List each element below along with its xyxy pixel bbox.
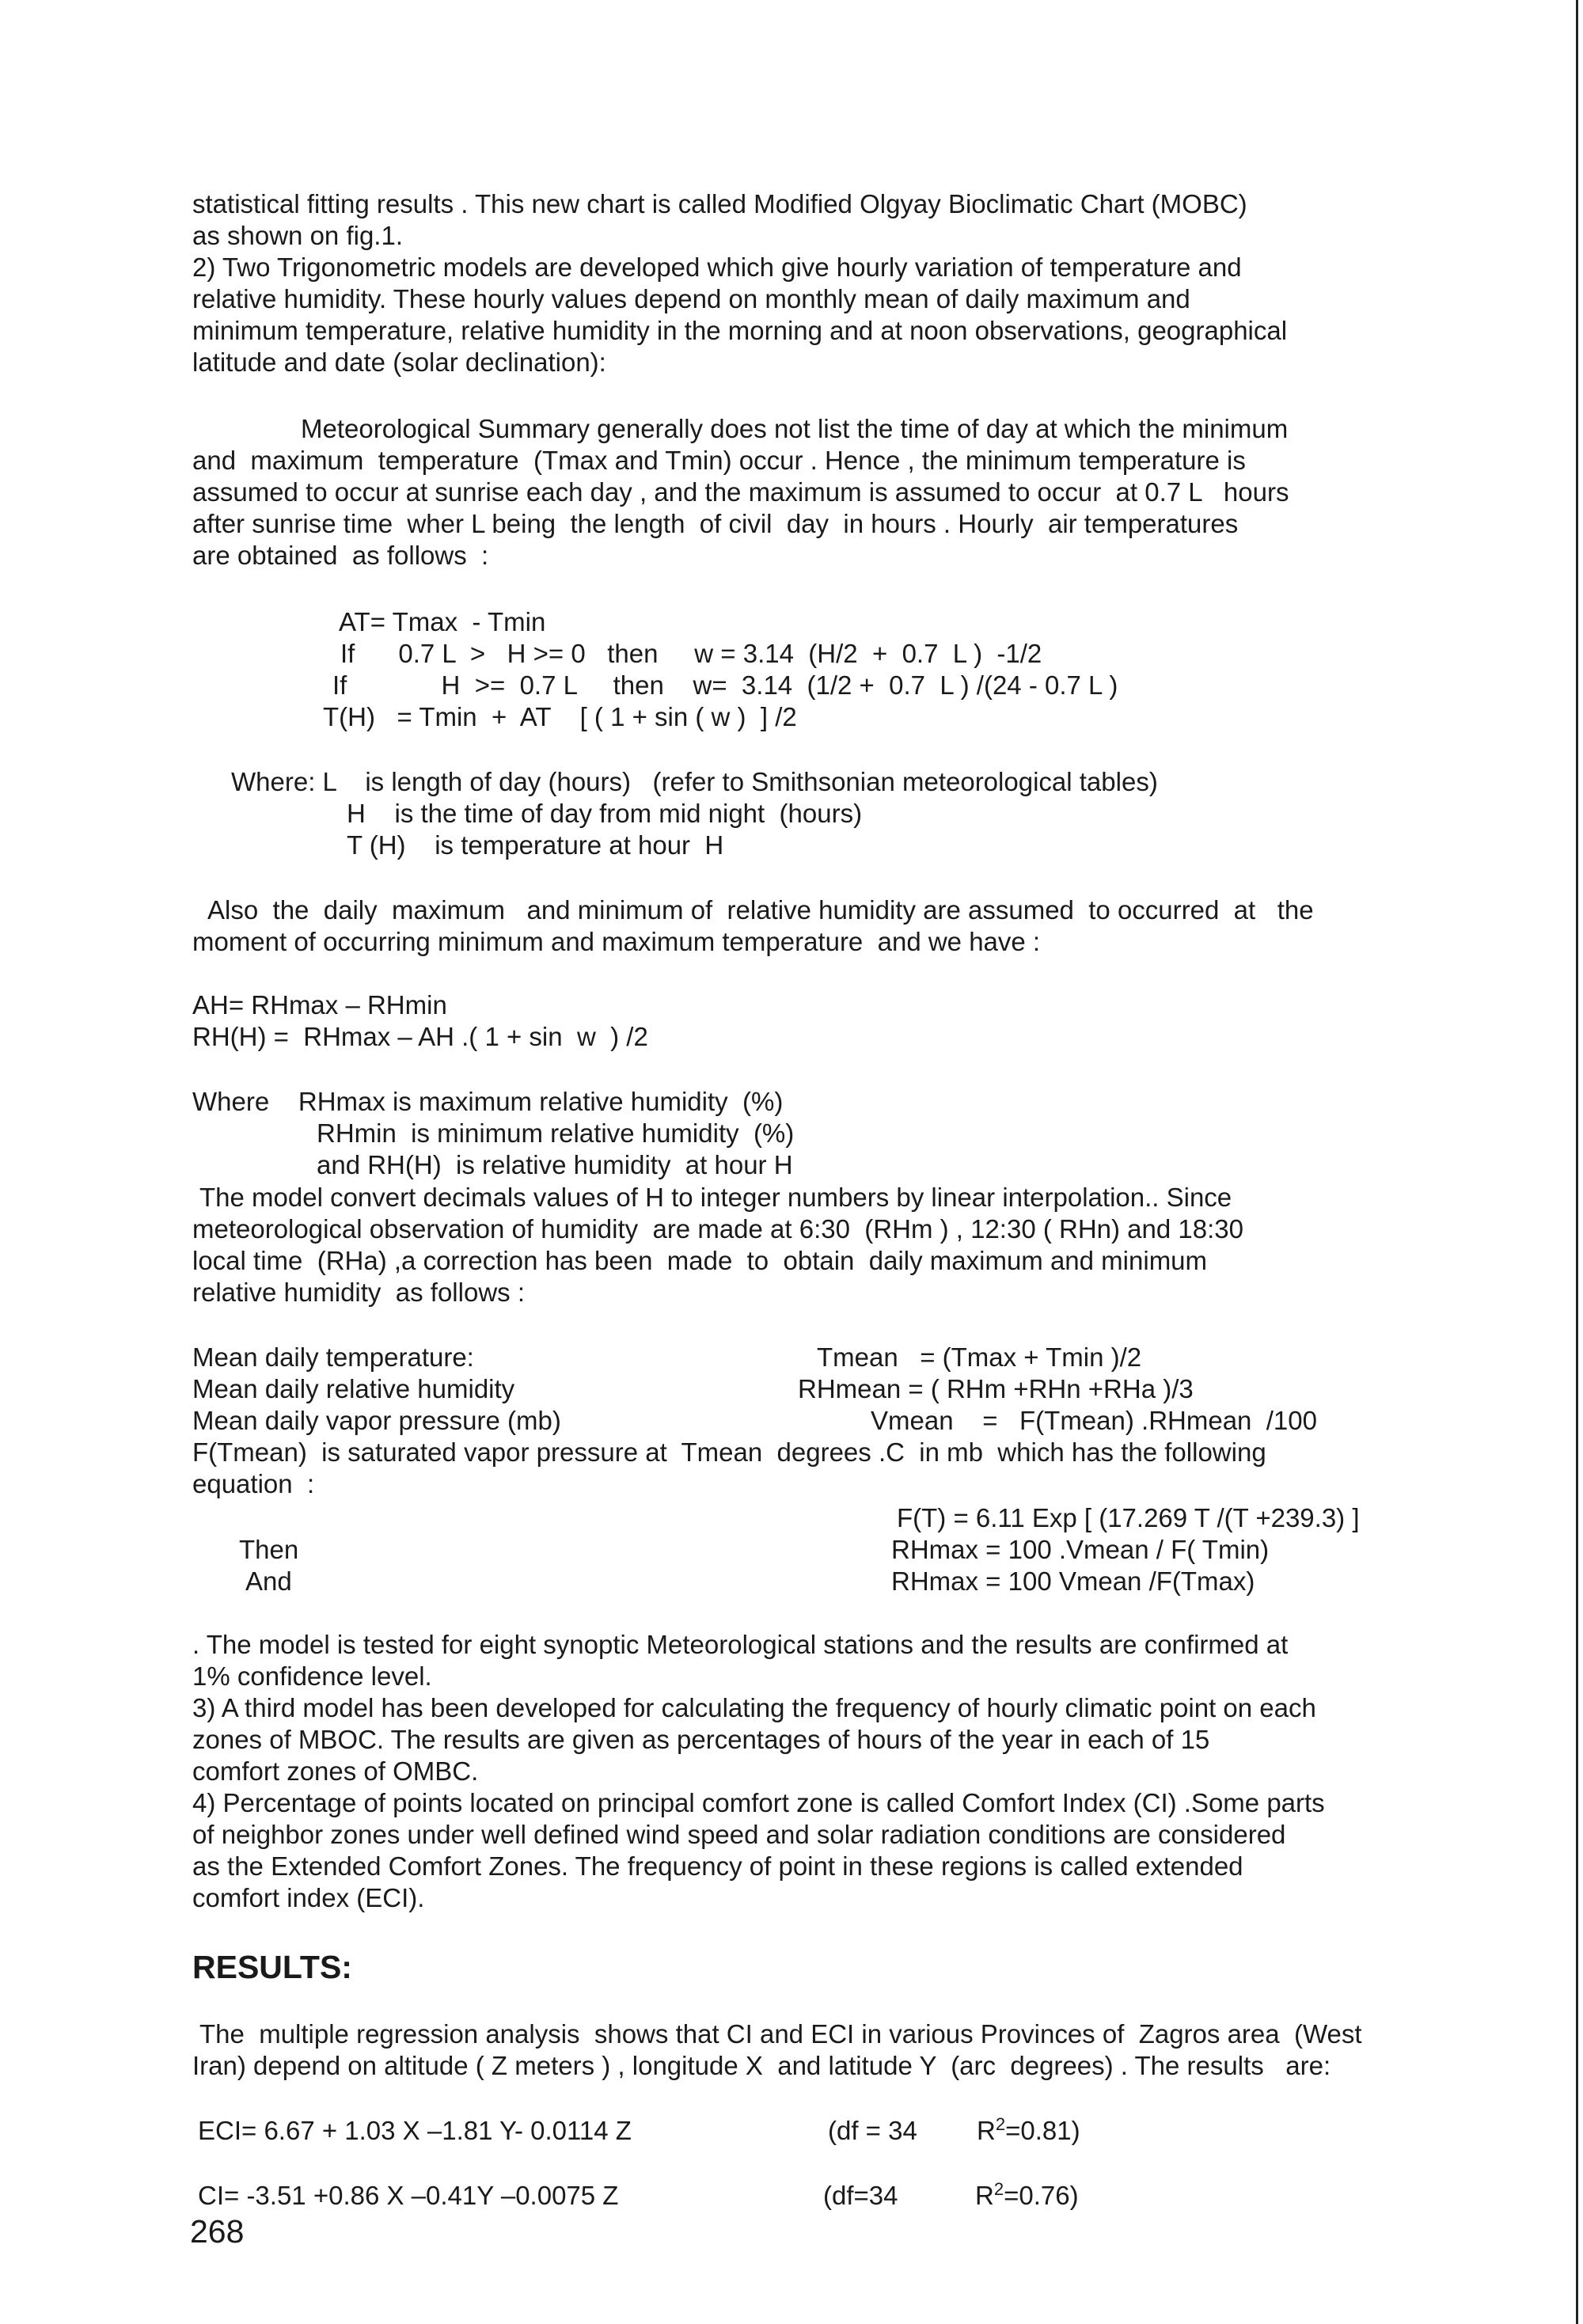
text-line: Where: L is length of day (hours) (refer to Smithsonian meteorological tables): [231, 767, 1158, 796]
results-heading: RESULTS:: [192, 1949, 352, 1985]
and-formula: RHmax = 100 Vmean /F(Tmax): [891, 1566, 1255, 1596]
text-line: after sunrise time wher L being the length of civil day in hours . Hourly air temperatures: [192, 509, 1239, 538]
r2-prefix: R: [975, 2181, 994, 2210]
page-number: 268: [190, 2213, 245, 2250]
equation-line: If 0.7 L > H >= 0 then w = 3.14 (H/2 + 0.7 L ) -1/2: [340, 639, 1042, 668]
regression-df: (df=34: [823, 2181, 898, 2210]
text-line: H is the time of day from mid night (hours): [347, 799, 863, 828]
text-line: moment of occurring minimum and maximum temperature and we have :: [192, 927, 1041, 956]
regression-equation: CI= -3.51 +0.86 X –0.41Y –0.0075 Z: [198, 2181, 619, 2210]
equation-line: RH(H) = RHmax – AH .( 1 + sin w ) /2: [192, 1022, 648, 1051]
and-label: And: [245, 1566, 292, 1596]
text-line: Also the daily maximum and minimum of relative humidity are assumed to occurred at the: [207, 895, 1314, 925]
r2-superscript: 2: [995, 2114, 1006, 2134]
text-line: statistical fitting results . This new chart is called Modified Olgyay Bioclimatic Chart (MOBC): [192, 189, 1247, 218]
text-line: The model convert decimals values of H to integer numbers by linear interpolation.. Since: [199, 1183, 1232, 1212]
text-line: comfort index (ECI).: [192, 1883, 425, 1912]
text-line: assumed to occur at sunrise each day , and the maximum is assumed to occur at 0.7 L hours: [192, 477, 1289, 507]
text-line: relative humidity as follows :: [192, 1278, 525, 1307]
mean-formula: Tmean = (Tmax + Tmin )/2: [817, 1342, 1142, 1372]
r2-prefix: R: [977, 2116, 996, 2145]
text-line: zones of MBOC. The results are given as percentages of hours of the year in each of 15: [192, 1725, 1210, 1754]
text-line: as shown on fig.1.: [192, 221, 403, 250]
text-line: Iran) depend on altitude ( Z meters ) , longitude X and latitude Y (arc degrees) . The results are:: [192, 2051, 1331, 2080]
text-line: Meteorological Summary generally does not list the time of day at which the minimum: [301, 414, 1289, 443]
regression-equation: ECI= 6.67 + 1.03 X –1.81 Y- 0.0114 Z: [198, 2116, 632, 2145]
then-label: Then: [239, 1535, 299, 1564]
text-line: are obtained as follows :: [192, 541, 489, 570]
equation-line: If H >= 0.7 L then w= 3.14 (1/2 + 0.7 L ) /(24 - 0.7 L ): [332, 670, 1118, 700]
text-line: 2) Two Trigonometric models are developed which give hourly variation of temperature and: [192, 253, 1242, 282]
text-line: 4) Percentage of points located on principal comfort zone is called Comfort Index (CI) .Some parts: [192, 1788, 1325, 1817]
text-line: 3) A third model has been developed for calculating the frequency of hourly climatic point on each: [192, 1693, 1316, 1722]
mean-formula: Vmean = F(Tmean) .RHmean /100: [871, 1406, 1317, 1435]
mean-formula: RHmean = ( RHm +RHn +RHa )/3: [798, 1374, 1194, 1403]
mean-label: Mean daily relative humidity: [192, 1374, 515, 1403]
regression-r2: [975, 2180, 1079, 2212]
page-edge-line: [1576, 0, 1578, 2324]
text-line: RHmin is minimum relative humidity (%): [317, 1118, 795, 1148]
text-line: local time (RHa) ,a correction has been made to obtain daily maximum and minimum: [192, 1246, 1208, 1275]
mean-label: Mean daily temperature:: [192, 1342, 474, 1372]
regression-df: (df = 34: [828, 2116, 917, 2145]
text-line: meteorological observation of humidity are made at 6:30 (RHm ) , 12:30 ( RHn) and 18:30: [192, 1214, 1243, 1244]
text-line: equation :: [192, 1469, 315, 1498]
text-line: of neighbor zones under well defined wind speed and solar radiation conditions are considered: [192, 1820, 1286, 1849]
r2-value: =0.81): [1005, 2116, 1080, 2145]
text-line: F(Tmean) is saturated vapor pressure at Tmean degrees .C in mb which has the following: [192, 1437, 1266, 1467]
r2-value: =0.76): [1004, 2181, 1079, 2210]
text-line: minimum temperature, relative humidity in the morning and at noon observations, geographical: [192, 316, 1288, 345]
mean-label: Mean daily vapor pressure (mb): [192, 1406, 561, 1435]
text-line: The multiple regression analysis shows that CI and ECI in various Provinces of Zagros area (West: [199, 2019, 1362, 2049]
r2-superscript: 2: [993, 2179, 1004, 2199]
text-line: comfort zones of OMBC.: [192, 1756, 479, 1786]
text-line: as the Extended Comfort Zones. The frequency of point in these regions is called extended: [192, 1851, 1243, 1881]
equation-line: T(H) = Tmin + AT [ ( 1 + sin ( w ) ] /2: [323, 702, 797, 731]
equation-line: AH= RHmax – RHmin: [192, 990, 447, 1020]
equation-line: AT= Tmax - Tmin: [339, 607, 546, 636]
text-line: T (H) is temperature at hour H: [347, 830, 724, 860]
text-line: and maximum temperature (Tmax and Tmin) occur . Hence , the minimum temperature is: [192, 446, 1246, 475]
ft-equation: F(T) = 6.11 Exp [ (17.269 T /(T +239.3) ]: [897, 1503, 1360, 1532]
then-formula: RHmax = 100 .Vmean / F( Tmin): [891, 1535, 1270, 1564]
text-line: latitude and date (solar declination):: [192, 347, 606, 377]
text-line: and RH(H) is relative humidity at hour H: [317, 1150, 793, 1179]
text-line: Where RHmax is maximum relative humidity (%): [192, 1087, 784, 1116]
text-line: relative humidity. These hourly values depend on monthly mean of daily maximum and: [192, 284, 1190, 313]
text-line: 1% confidence level.: [192, 1661, 432, 1691]
regression-r2: [977, 2115, 1080, 2147]
text-line: . The model is tested for eight synoptic Meteorological stations and the results are confirmed at: [192, 1630, 1289, 1659]
